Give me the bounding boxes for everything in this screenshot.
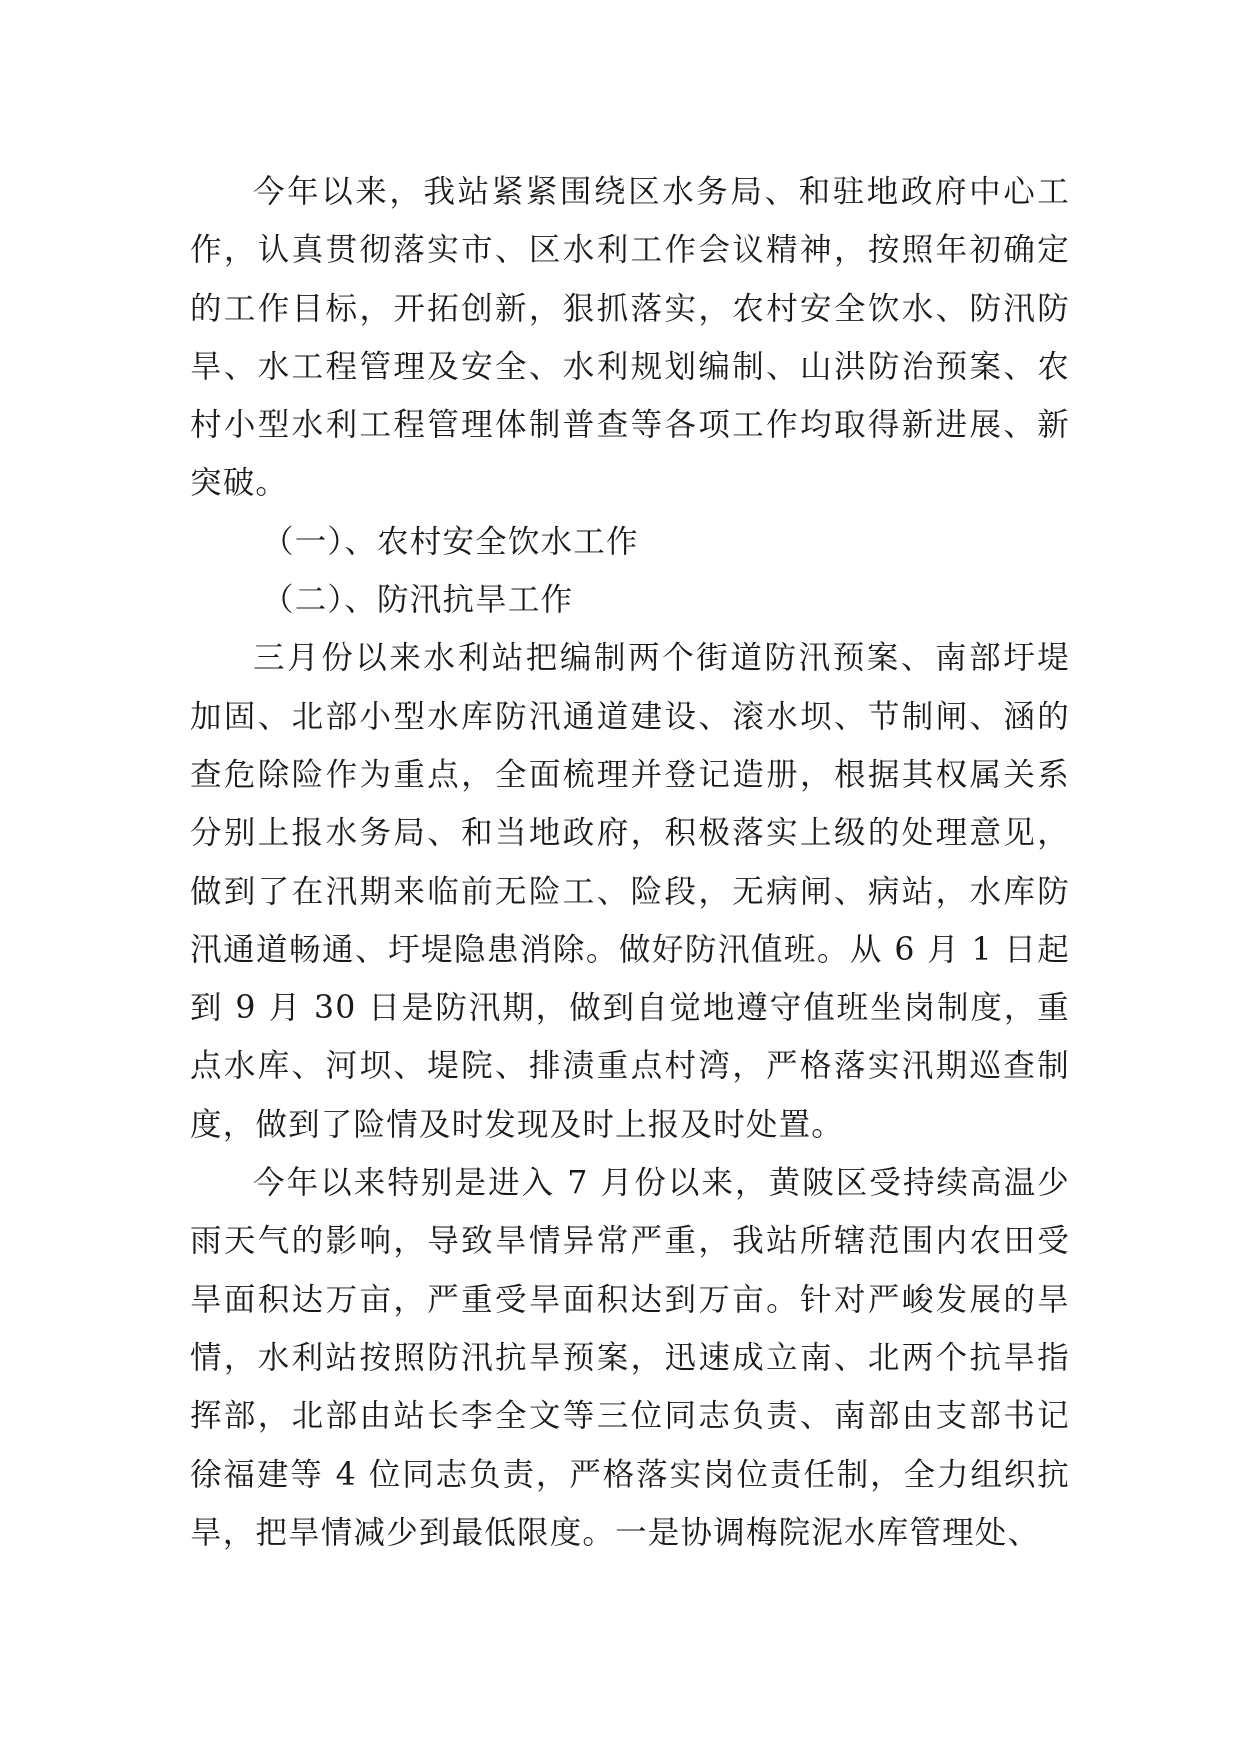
document-body	[190, 163, 1070, 1562]
paragraph-intro: 今年以来，我站紧紧围绕区水务局、和驻地政府中心工作，认真贯彻落实市、区水利工作会议精神，按照年初确定的工作目标，开拓创新，狠抓落实，农村安全饮水、防汛防旱、水工程管理及安全、水利规划编制、山洪防治预案、农村小型水利工程管理体制普查等各项工作均取得新进展、新突破。	[190, 174, 1070, 502]
section-heading-flood-drought: （二）、防汛抗旱工作	[262, 582, 574, 619]
paragraph-drought-relief: 今年以来特别是进入 7 月份以来，黄陂区受持续高温少雨天气的影响，导致旱情异常严重，我站所辖范围内农田受旱面积达万亩，严重受旱面积达到万亩。针对严峻发展的旱情，水利站按照防汛抗旱预案，迅速成立南、北两个抗旱指挥部，北部由站长李全文等三位同志负责、南部由支部书记徐福建等 4 位同志负责，严格落实岗位责任制，全力组织抗旱，把旱情减少到最低限度。一是协调梅院泥水库管理处、	[190, 1165, 1070, 1551]
paragraph-flood-prevention: 三月份以来水利站把编制两个街道防汛预案、南部圩堤加固、北部小型水库防汛通道建设、滚水坝、节制闸、涵的查危除险作为重点，全面梳理并登记造册，根据其权属关系分别上报水务局、和当地政府，积极落实上级的处理意见，做到了在汛期来临前无险工、险段，无病闸、病站，水库防汛通道畅通、圩堤隐患消除。做好防汛值班。从 6 月 1 日起到 9 月 30 日是防汛期，做到自觉地遵守值班坐岗制度，重点水库、河坝、堤院、排渍重点村湾，严格落实汛期巡查制度，做到了险情及时发现及时上报及时处置。	[190, 640, 1070, 1143]
section-heading-rural-water: （一）、农村安全饮水工作	[262, 523, 639, 560]
